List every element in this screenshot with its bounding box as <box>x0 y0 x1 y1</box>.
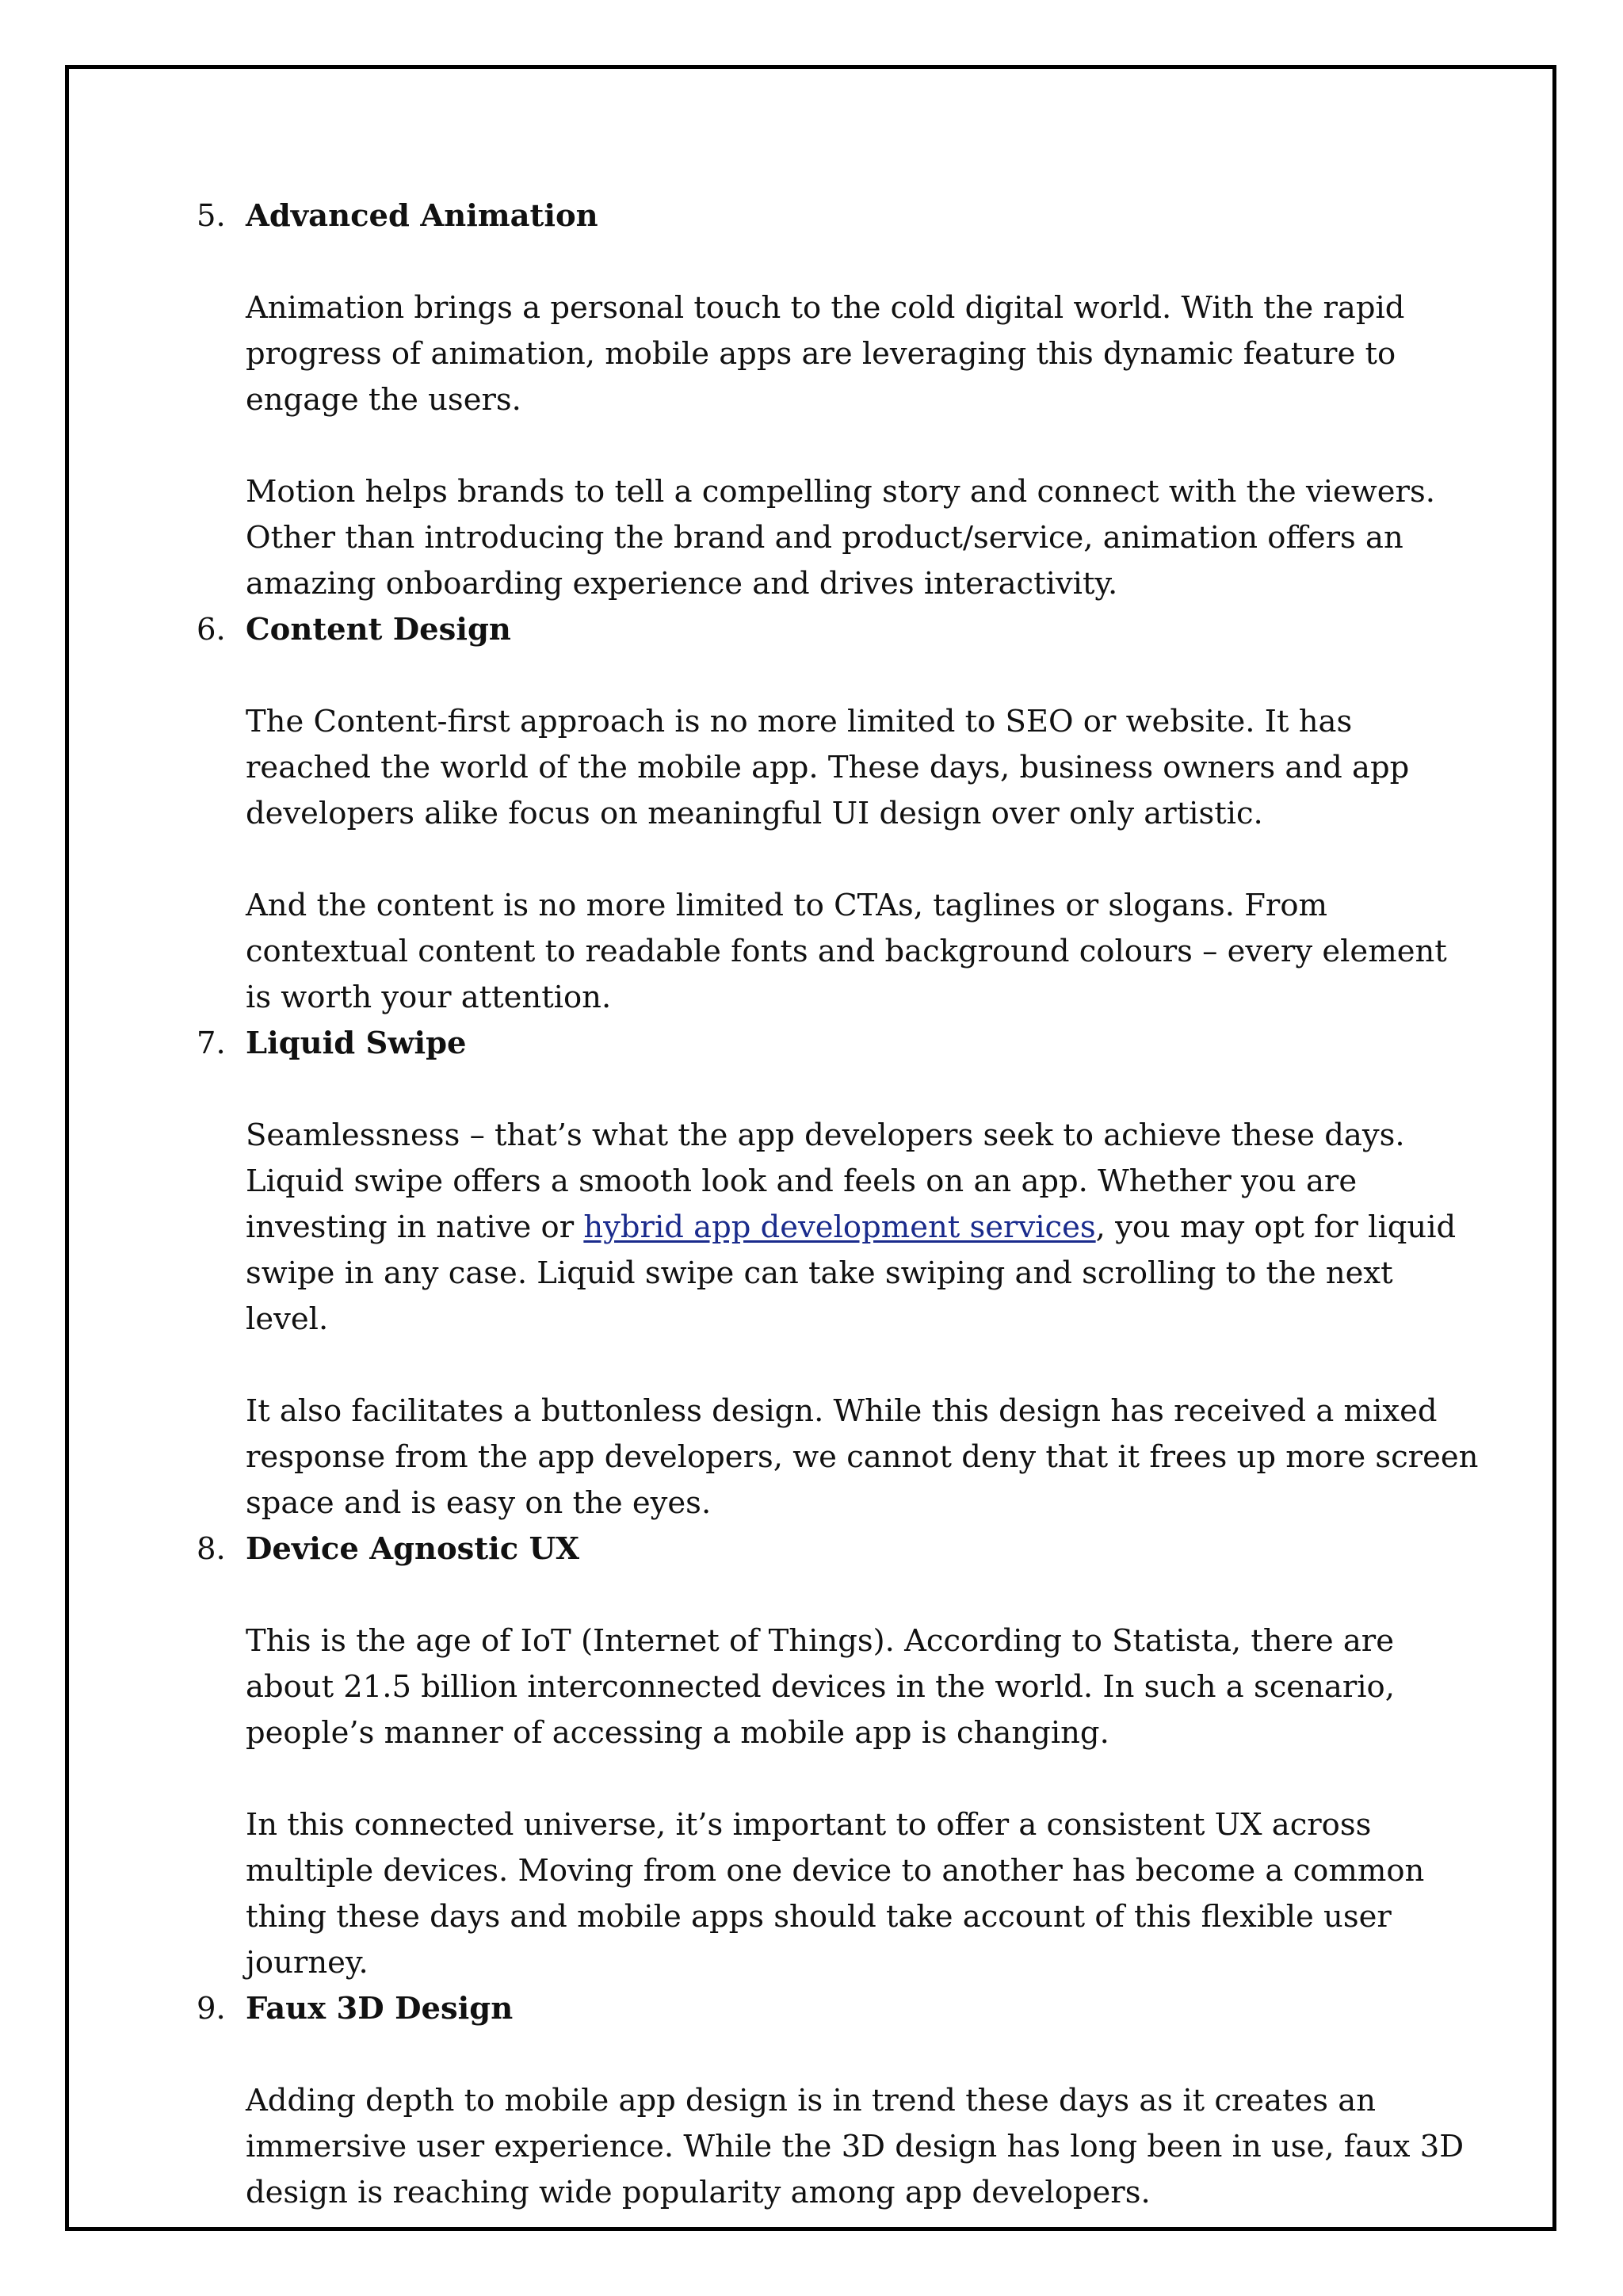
list-item-content-design <box>197 607 1482 1021</box>
list-number: 9. <box>197 1991 226 2027</box>
list-number: 5. <box>197 198 226 234</box>
paragraph-text: Seamlessness – that’s what the app developers seek to achieve these days. Liquid swipe offers a smooth look and feels on an app. Whether you are investing in native or <box>246 1117 1405 1245</box>
paragraph: This is the age of IoT (Internet of Things). According to Statista, there are about 21.5 billion interconnected devices in the world. In such a scenario, people’s manner of accessing a mobile app is changing. <box>246 1623 1395 1751</box>
hybrid-app-development-link[interactable]: hybrid app development services <box>583 1209 1096 1245</box>
paragraph: Motion helps brands to tell a compelling story and connect with the viewers. Other than introducing the brand and product/service, animation offers an amazing onboarding experience and drives interactivity. <box>246 474 1435 602</box>
paragraph-text: , you may opt for liquid swipe in any case. Liquid swipe can take swiping and scrolling to the next level. <box>246 1209 1457 1337</box>
list-item-device-agnostic-ux <box>197 1526 1482 1986</box>
paragraph: Animation brings a personal touch to the cold digital world. With the rapid progress of animation, mobile apps are leveraging this dynamic feature to engage the users. <box>246 290 1405 418</box>
section-heading: Device Agnostic UX <box>246 1531 580 1567</box>
paragraph <box>246 1113 1482 1343</box>
paragraph: And the content is no more limited to CTAs, taglines or slogans. From contextual content to readable fonts and background colours – every element is worth your attention. <box>246 888 1447 1015</box>
section-heading: Faux 3D Design <box>246 1991 514 2027</box>
list-item-faux-3d-design <box>197 1986 1482 2216</box>
paragraph: The Content-first approach is no more limited to SEO or website. It has reached the world of the mobile app. These days, business owners and app developers alike focus on meaningful UI design over only artistic. <box>246 704 1410 831</box>
list-number: 6. <box>197 612 226 648</box>
paragraph: It also facilitates a buttonless design. While this design has received a mixed response from the app developers, we cannot deny that it frees up more screen space and is easy on the eyes. <box>246 1393 1479 1521</box>
paragraph: Adding depth to mobile app design is in trend these days as it creates an immersive user experience. While the 3D design has long been in use, faux 3D design is reaching wide popularity among app developers. <box>246 2083 1465 2210</box>
section-heading: Content Design <box>246 612 511 648</box>
paragraph: In this connected universe, it’s important to offer a consistent UX across multiple devices. Moving from one device to another has become a common thing these days and mobile apps should take account of this flexible user journey. <box>246 1807 1425 1981</box>
section-heading: Liquid Swipe <box>246 1026 467 1061</box>
list-number: 8. <box>197 1531 226 1567</box>
list-number: 7. <box>197 1026 226 1061</box>
list-item-liquid-swipe <box>197 1021 1482 1526</box>
document-body <box>197 193 1482 2216</box>
section-heading: Advanced Animation <box>246 198 598 234</box>
list-item-advanced-animation <box>197 193 1482 607</box>
